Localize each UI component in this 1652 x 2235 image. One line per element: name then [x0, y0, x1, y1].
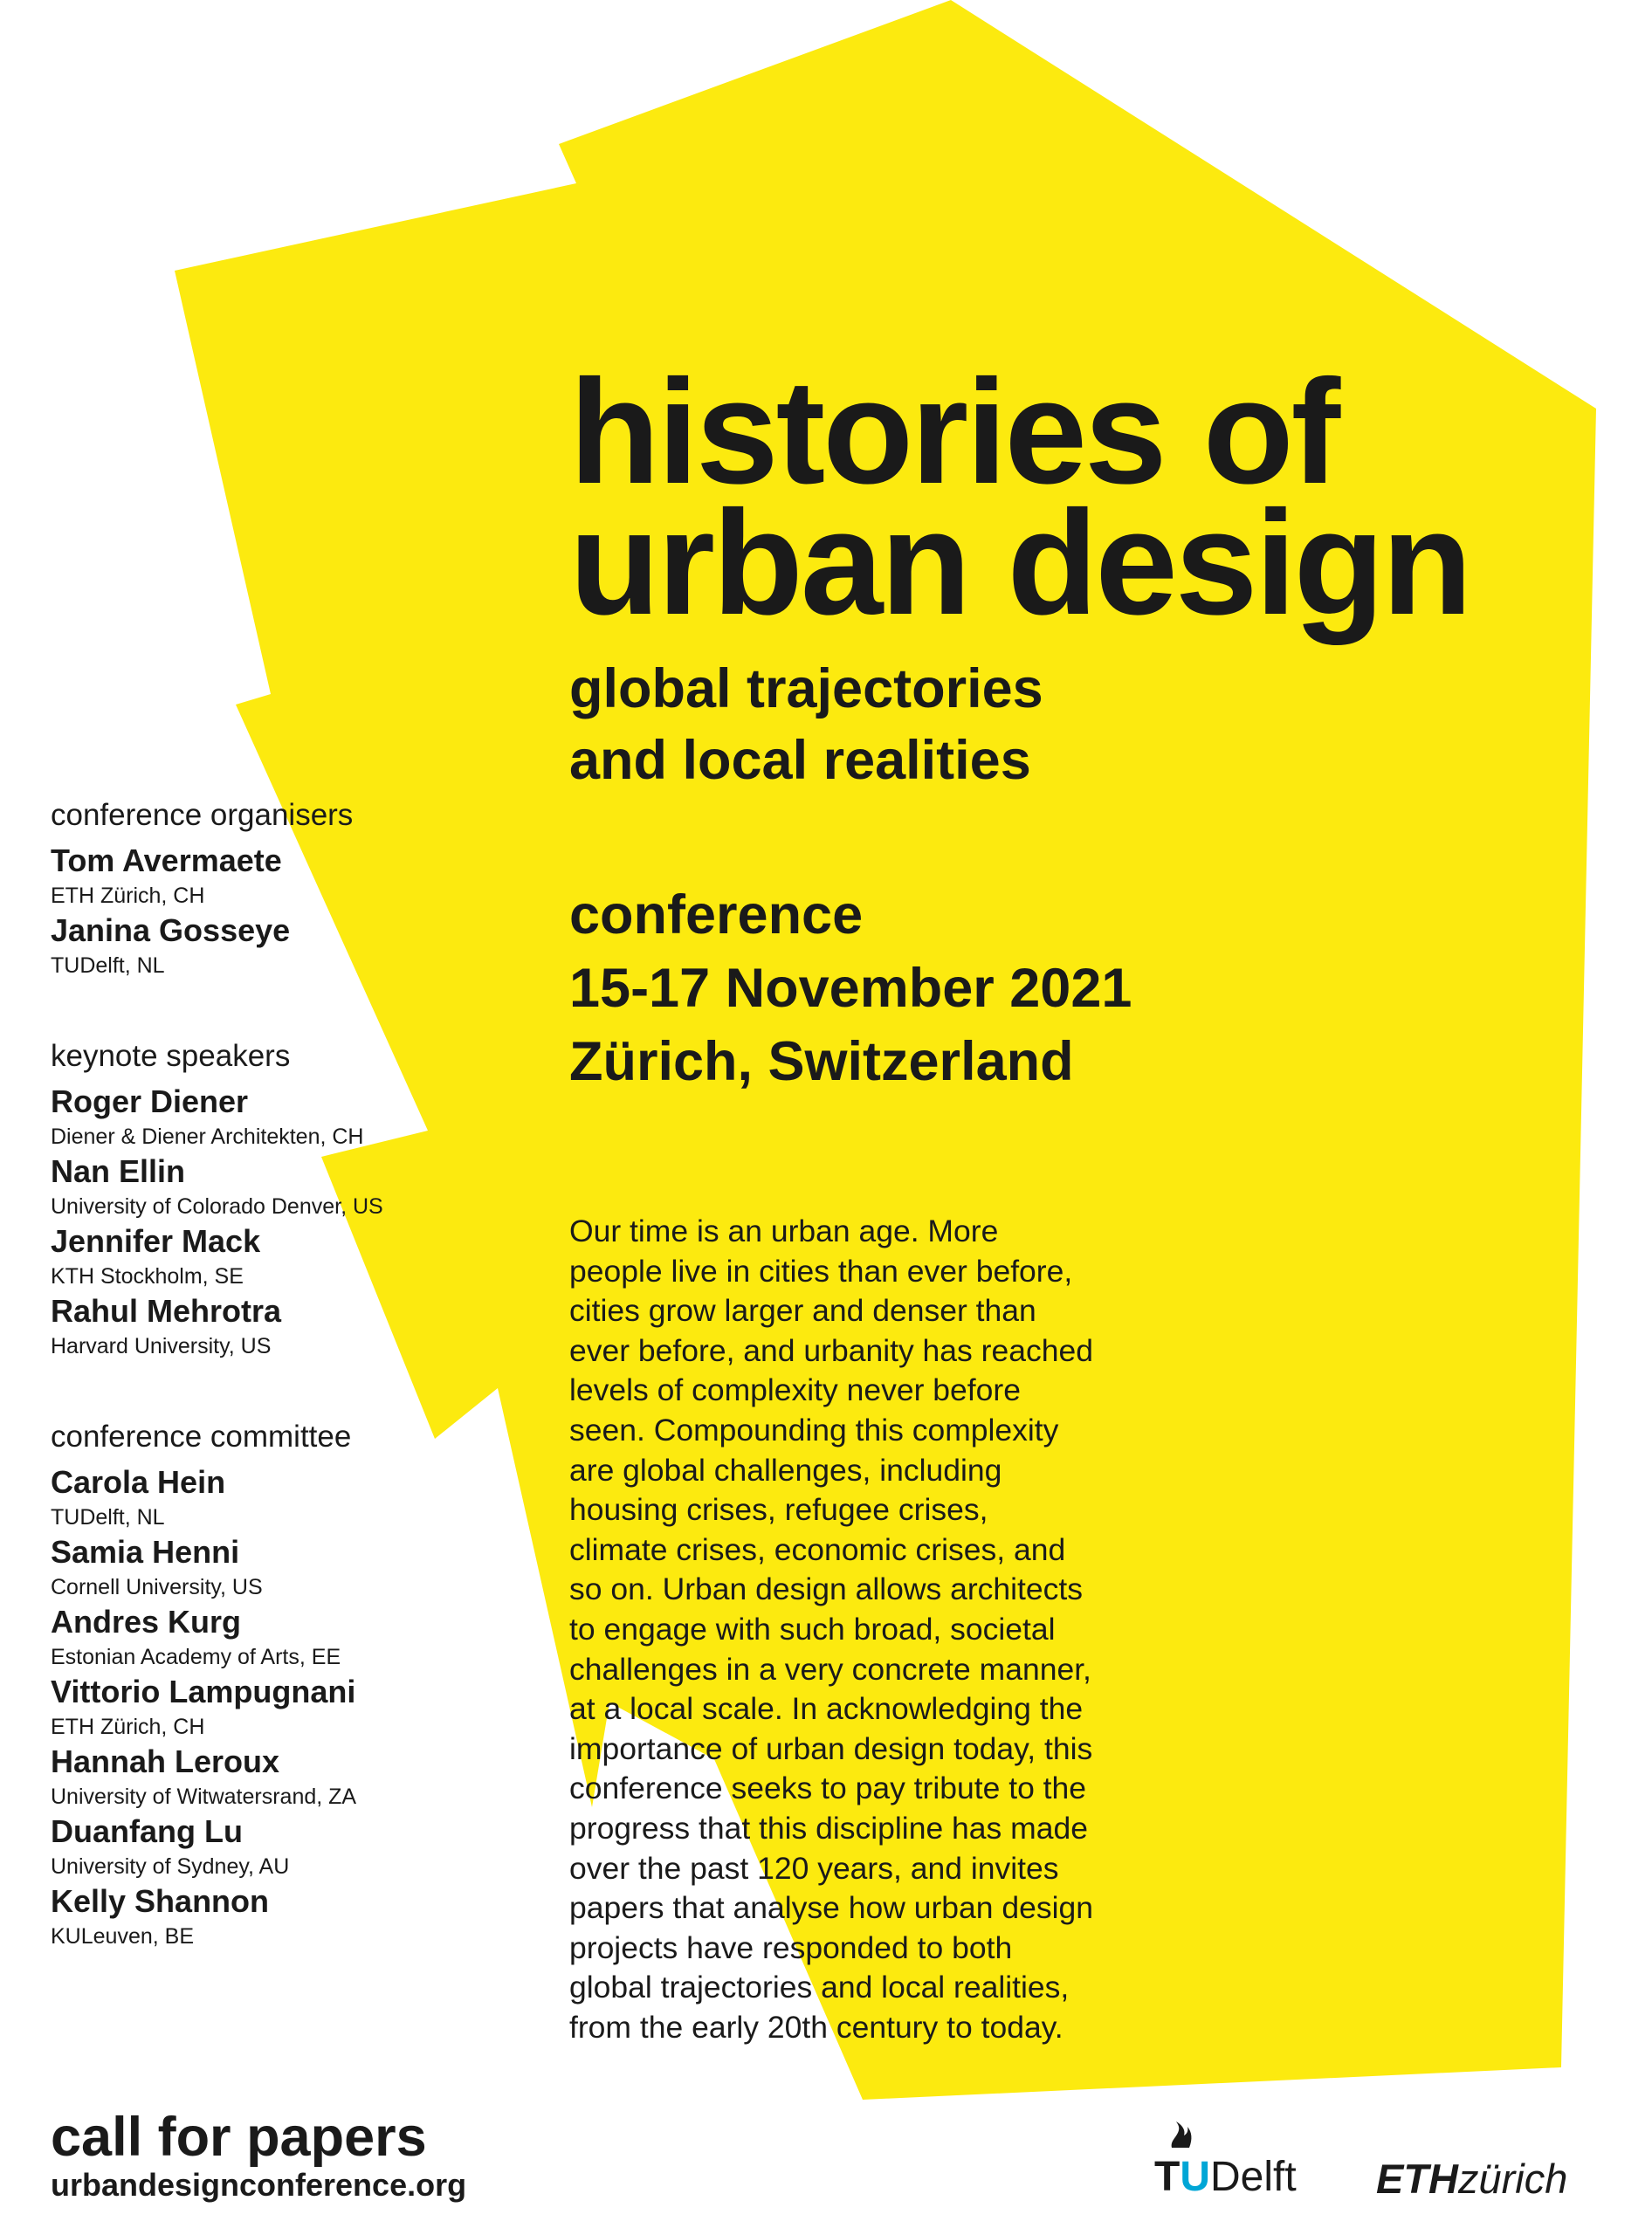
section-conference-committee	[51, 1418, 540, 1952]
person-affiliation: KULeuven, BE	[51, 1924, 194, 1949]
title-line-2: urban design	[569, 480, 1470, 646]
subtitle-line-1: global trajectories	[569, 658, 1043, 719]
title-line-1: histories of	[569, 349, 1339, 515]
tudelft-logo	[1154, 2139, 1297, 2200]
person-affiliation: KTH Stockholm, SE	[51, 1264, 244, 1289]
person-affiliation: ETH Zürich, CH	[51, 884, 205, 908]
person-affiliation: ETH Zürich, CH	[51, 1715, 205, 1739]
eth-zurich-logo	[1376, 2156, 1567, 2202]
person-name: Samia Henni	[51, 1534, 240, 1570]
person-name: Hannah Leroux	[51, 1743, 280, 1779]
title-block	[569, 349, 1617, 1098]
person-affiliation: Diener & Diener Architekten, CH	[51, 1124, 364, 1149]
person-affiliation: University of Witwatersrand, ZA	[51, 1785, 357, 1809]
person-affiliation: TUDelft, NL	[51, 1505, 165, 1530]
section-keynote-speakers	[51, 1037, 540, 1362]
person-name: Rahul Mehrotra	[51, 1293, 282, 1329]
person-name: Andres Kurg	[51, 1604, 242, 1640]
cfp-url-link[interactable]: urbandesignconference.org	[51, 2167, 467, 2203]
tudelft-u: U	[1180, 2154, 1210, 2200]
section-heading: keynote speakers	[51, 1039, 291, 1073]
tudelft-t: T	[1154, 2154, 1180, 2200]
event-location: Zürich, Switzerland	[569, 1031, 1074, 1092]
person-affiliation: University of Sydney, AU	[51, 1854, 290, 1879]
section-heading: conference organisers	[51, 798, 354, 832]
person-affiliation: University of Colorado Denver, US	[51, 1194, 383, 1219]
person-name: Carola Hein	[51, 1464, 226, 1500]
person-name: Vittorio Lampugnani	[51, 1674, 356, 1709]
eth-zurich-text: zürich	[1458, 2156, 1568, 2202]
tudelft-wordmark	[1154, 2155, 1297, 2200]
event-dates: 15-17 November 2021	[569, 958, 1132, 1019]
person-name: Kelly Shannon	[51, 1883, 270, 1919]
eth-bold: ETH	[1376, 2156, 1458, 2202]
tudelft-delft: Delft	[1210, 2154, 1297, 2200]
event-type: conference	[569, 884, 864, 946]
person-name: Duanfang Lu	[51, 1813, 243, 1849]
person-name: Tom Avermaete	[51, 842, 282, 878]
person-name: Nan Ellin	[51, 1153, 186, 1189]
section-conference-organisers	[51, 796, 540, 981]
person-name: Roger Diener	[51, 1083, 249, 1119]
person-affiliation: Estonian Academy of Arts, EE	[51, 1645, 341, 1669]
subtitle-line-2: and local realities	[569, 730, 1031, 791]
flame-icon	[1168, 2122, 1193, 2148]
abstract-text: Our time is an urban age. More people live in cities than ever before, cities grow larger and denser than ever before, and urbanity has reached levels of complexity never before seen. Compounding this complexity are global challenges, including housing crises, refugee crises, climate crises, economic crises, and so on. Urban design allows architects to engage with such broad, societal challenges in a very concrete manner, at a local scale. In acknowledging the importance of urban design today, this conference seeks to pay tribute to the progress that this discipline has made over the past 120 years, and invites papers that analyse how urban design projects have responded to both global trajectories and local realities, from the early 20th century to today.	[569, 1214, 1093, 2045]
call-for-papers	[51, 2108, 575, 2204]
people-column	[51, 796, 540, 2008]
person-name: Janina Gosseye	[51, 912, 291, 948]
subtitle	[569, 653, 1617, 796]
event-info	[569, 878, 1617, 1098]
person-affiliation: Harvard University, US	[51, 1334, 272, 1358]
person-name: Jennifer Mack	[51, 1223, 261, 1259]
person-affiliation: TUDelft, NL	[51, 953, 165, 978]
cfp-heading: call for papers	[51, 2107, 427, 2168]
section-heading: conference committee	[51, 1420, 352, 1454]
person-affiliation: Cornell University, US	[51, 1575, 263, 1599]
